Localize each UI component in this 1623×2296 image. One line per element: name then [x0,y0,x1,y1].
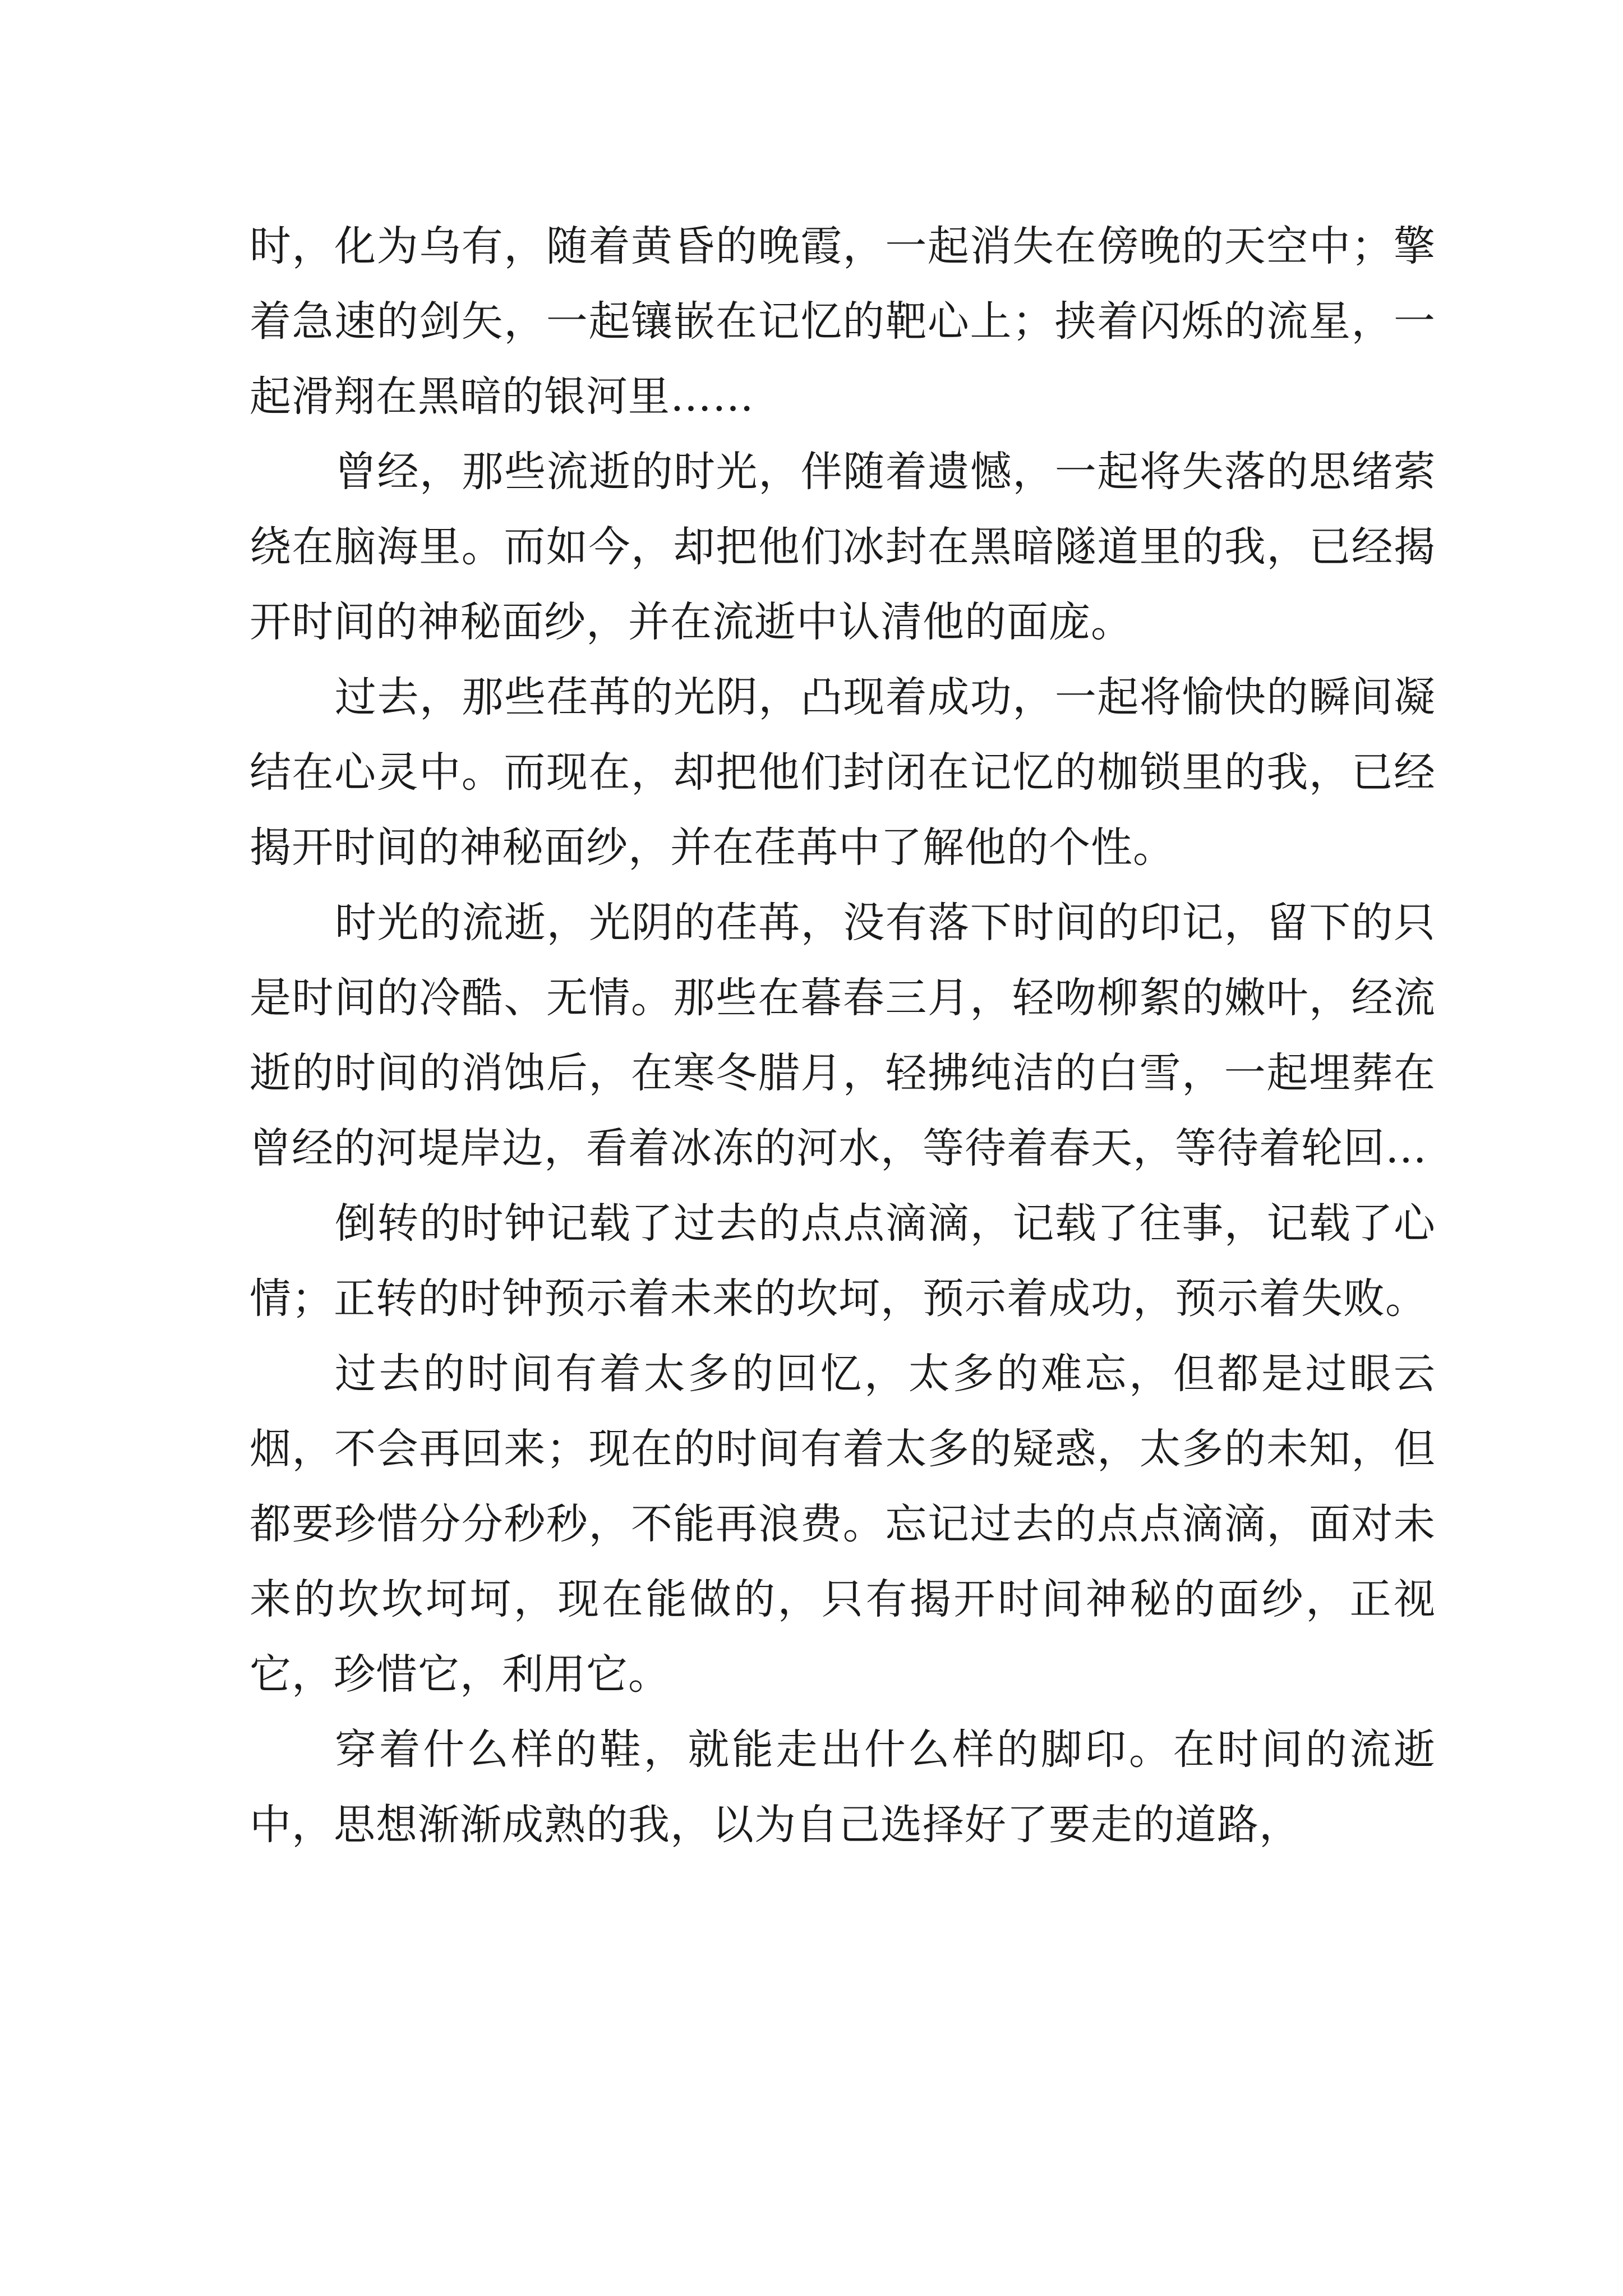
paragraph-6: 过去的时间有着太多的回忆，太多的难忘，但都是过眼云烟，不会再回来；现在的时间有着太多的疑惑，太多的未知，但都要珍惜分分秒秒，不能再浪费。忘记过去的点点滴滴，面对未来的坎坎坷坷，现在能做的，只有揭开时间神秘的面纱，正视它，珍惜它，利用它。 [250,1350,1436,1699]
paragraph-3: 过去，那些荏苒的光阴，凸现着成功，一起将愉快的瞬间凝结在心灵中。而现在，却把他们封闭在记忆的枷锁里的我，已经揭开时间的神秘面纱，并在荏苒中了解他的个性。 [250,673,1436,872]
document-body [250,209,1436,1862]
paragraph-4: 时光的流逝，光阴的荏苒，没有落下时间的印记，留下的只是时间的冷酷、无情。那些在暮春三月，轻吻柳絮的嫩叶，经流逝的时间的消蚀后，在寒冬腊月，轻拂纯洁的白雪，一起埋葬在曾经的河堤岸边，看着冰冻的河水，等待着春天，等待着轮回… [250,899,1436,1172]
paragraph-1: 时，化为乌有，随着黄昏的晚霞，一起消失在傍晚的天空中；擎着急速的剑矢，一起镶嵌在记忆的靶心上；挟着闪烁的流星，一起滑翔在黑暗的银河里…… [250,222,1436,421]
paragraph-7: 穿着什么样的鞋，就能走出什么样的脚印。在时间的流逝中，思想渐渐成熟的我，以为自己选择好了要走的道路， [250,1726,1436,1849]
paragraph-5: 倒转的时钟记载了过去的点点滴滴，记载了往事，记载了心情；正转的时钟预示着未来的坎坷，预示着成功，预示着失败。 [250,1199,1436,1323]
paragraph-2: 曾经，那些流逝的时光，伴随着遗憾，一起将失落的思绪萦绕在脑海里。而如今，却把他们冰封在黑暗隧道里的我，已经揭开时间的神秘面纱，并在流逝中认清他的面庞。 [250,448,1436,646]
